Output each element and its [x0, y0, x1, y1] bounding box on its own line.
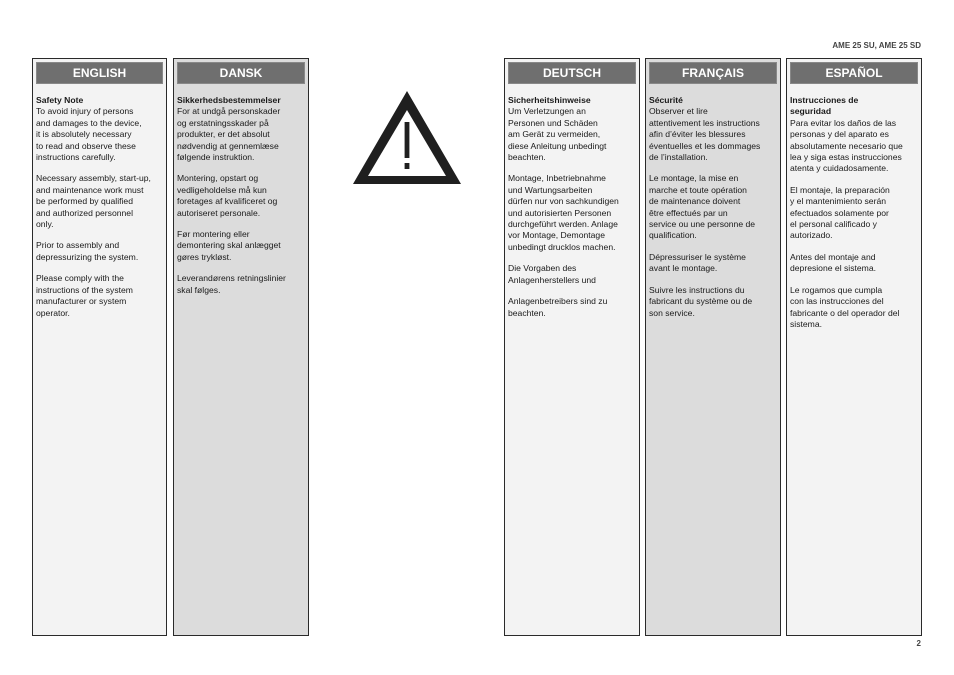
- section-title-dansk: Sikkerhedsbestemmelser: [177, 95, 281, 105]
- paragraph: El montaje, la preparación y el mantenimiento serán efectuados solamente por el personal calificado y autorizado.: [790, 184, 890, 241]
- column-dansk: [173, 58, 309, 636]
- column-english: [32, 58, 167, 636]
- paragraph: Para evitar los daños de las personas y del aparato es absolutamente necesario que lea y siga estas instrucciones atenta y cuidadosamente.: [790, 117, 903, 174]
- paragraph: Montage, Inbetriebnahme und Wartungsarbeiten dürfen nur von sachkundigen und autorisierten Personen durchgeführt werden. Anlage vor Montage, Demontage unbedingt drucklos machen.: [508, 173, 619, 252]
- section-title-deutsch: Sicherheitshinweise: [508, 95, 591, 105]
- section-title-francais: Sécurité: [649, 95, 683, 105]
- paragraph: Le rogamos que cumpla con las instrucciones del fabricante o del operador del sistema.: [790, 284, 900, 329]
- language-header-english: ENGLISH: [36, 62, 163, 84]
- paragraph: Le montage, la mise en marche et toute opération de maintenance doivent être effectués par un service ou une personne de qualification.: [649, 173, 756, 241]
- language-header-dansk: DANSK: [177, 62, 305, 84]
- paragraph: Prior to assembly and depressurizing the system.: [36, 240, 139, 262]
- paragraph: Antes del montaje and depresione el sistema.: [790, 251, 876, 274]
- column-espanol: [786, 58, 922, 636]
- language-header-deutsch: DEUTSCH: [508, 62, 636, 84]
- language-header-francais: FRANÇAIS: [649, 62, 777, 84]
- paragraph: Før montering eller demontering skal anlægget gøres trykløst.: [177, 229, 281, 262]
- paragraph: Necessary assembly, start-up, and maintenance work must be performed by qualified and authorized personnel only.: [36, 173, 151, 230]
- paragraph: Dépressuriser le système avant le montage.: [649, 251, 746, 274]
- paragraph: Anlagenbetreibers sind zu beachten.: [508, 296, 608, 318]
- column-deutsch: [504, 58, 640, 636]
- document-model-id: AME 25 SU, AME 25 SD: [832, 41, 921, 50]
- paragraph: Die Vorgaben des Anlagenherstellers und: [508, 263, 596, 285]
- paragraph: Observer et lire attentivement les instructions afin d’éviter les blessures éventuelles et les dommages de l’installation.: [649, 106, 761, 163]
- paragraph: To avoid injury of persons and damages to the device, it is absolutely necessary to read and observe these instructions carefully.: [36, 106, 142, 163]
- column-francais: [645, 58, 781, 636]
- language-header-espanol: ESPAÑOL: [790, 62, 918, 84]
- page-number: 2: [916, 639, 921, 648]
- warning-triangle-icon: [350, 88, 464, 188]
- paragraph: Suivre les instructions du fabricant du système ou de son service.: [649, 284, 753, 318]
- paragraph: For at undgå personskader og erstatningsskader på produkter, er det absolut nødvendig at gennemlæse følgende instruktion.: [177, 106, 281, 163]
- section-title-espanol: Instrucciones de seguridad: [790, 95, 859, 117]
- paragraph: Um Verletzungen an Personen und Schäden am Gerät zu vermeiden, diese Anleitung unbedingt beachten.: [508, 106, 607, 163]
- paragraph: Leverandørens retningslinier skal følges.: [177, 273, 286, 295]
- paragraph: Montering, opstart og vedligeholdelse må kun foretages af kvalificeret og autoriseret personale.: [177, 173, 278, 218]
- section-title-english: Safety Note: [36, 95, 84, 105]
- paragraph: Please comply with the instructions of the system manufacturer or system operator.: [36, 273, 133, 318]
